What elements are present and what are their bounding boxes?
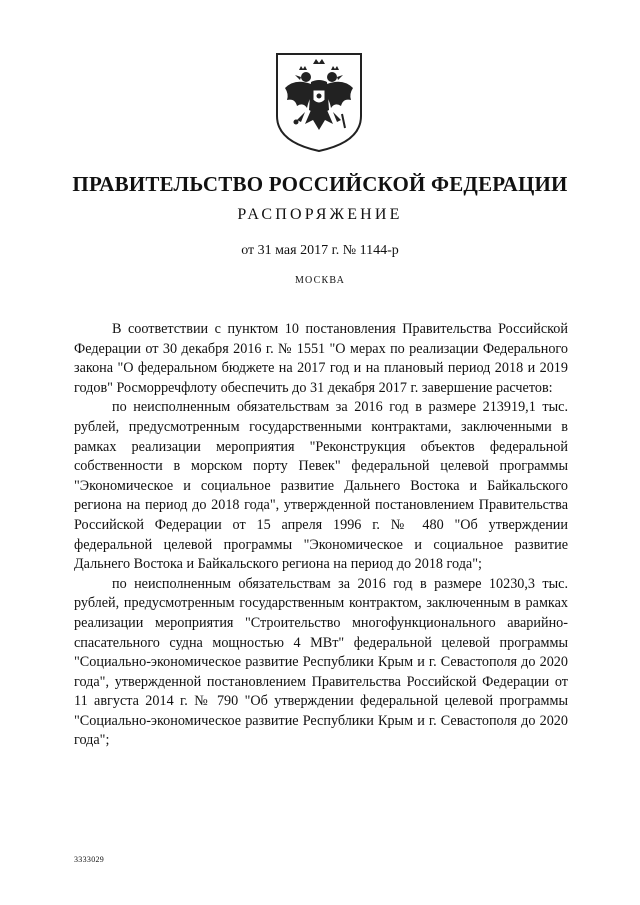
body-paragraph: В соответствии с пунктом 10 постановления Правительства Российской Федерации от 30 декабря 2016 г. № 1551 "О мерах по реализации Федерального закона "О федеральном бюджете на 2017 год и на плановый период 2018 и 2019 годов" Росморречфлоту обеспечить до 31 декабря 2017 г. завершение расчетов: [74, 321, 568, 396]
document-body [74, 320, 568, 751]
document-code: 3333029 [74, 855, 105, 864]
document-type: РАСПОРЯЖЕНИЕ [237, 206, 403, 223]
double-headed-eagle-icon [269, 50, 369, 154]
document-date-number: от 31 мая 2017 г. № 1144-р [241, 243, 399, 258]
government-title: ПРАВИТЕЛЬСТВО РОССИЙСКОЙ ФЕДЕРАЦИИ [72, 172, 568, 196]
body-paragraph: по неисполненным обязательствам за 2016 год в размере 213919,1 тыс. рублей, предусмотренным государственными контрактами, заключенными в рамках реализации мероприятия "Реконструкция объектов федеральной собственности в морском порту Певек" федеральной целевой программы "Экономическое и социальное развитие Дальнего Востока и Байкальского региона на период до 2018 года", утвержденной постановлением Правительства Российской Федерации от 15 апреля 1996 г. № 480 "Об утверждении федеральной целевой программы "Экономическое и социальное развитие Дальнего Востока и Байкальского региона на период до 2018 года"; [74, 399, 568, 573]
coat-of-arms-emblem [269, 50, 369, 154]
body-paragraph: по неисполненным обязательствам за 2016 год в размере 10230,3 тыс. рублей, предусмотренным государственным контрактом, заключенным в рамках реализации мероприятия "Строительство многофункционального аварийно-спасательного судна мощностью 4 МВт" федеральной целевой программы "Социально-экономическое развитие Республики Крым и г. Севастополя до 2020 года", утвержденной постановлением Правительства Российской Федерации от 11 августа 2014 г. № 790 "Об утверждении федеральной целевой программы "Социально-экономическое развитие Республики Крым и г. Севастополя до 2020 года"; [74, 575, 568, 749]
document-city: МОСКВА [294, 275, 346, 286]
